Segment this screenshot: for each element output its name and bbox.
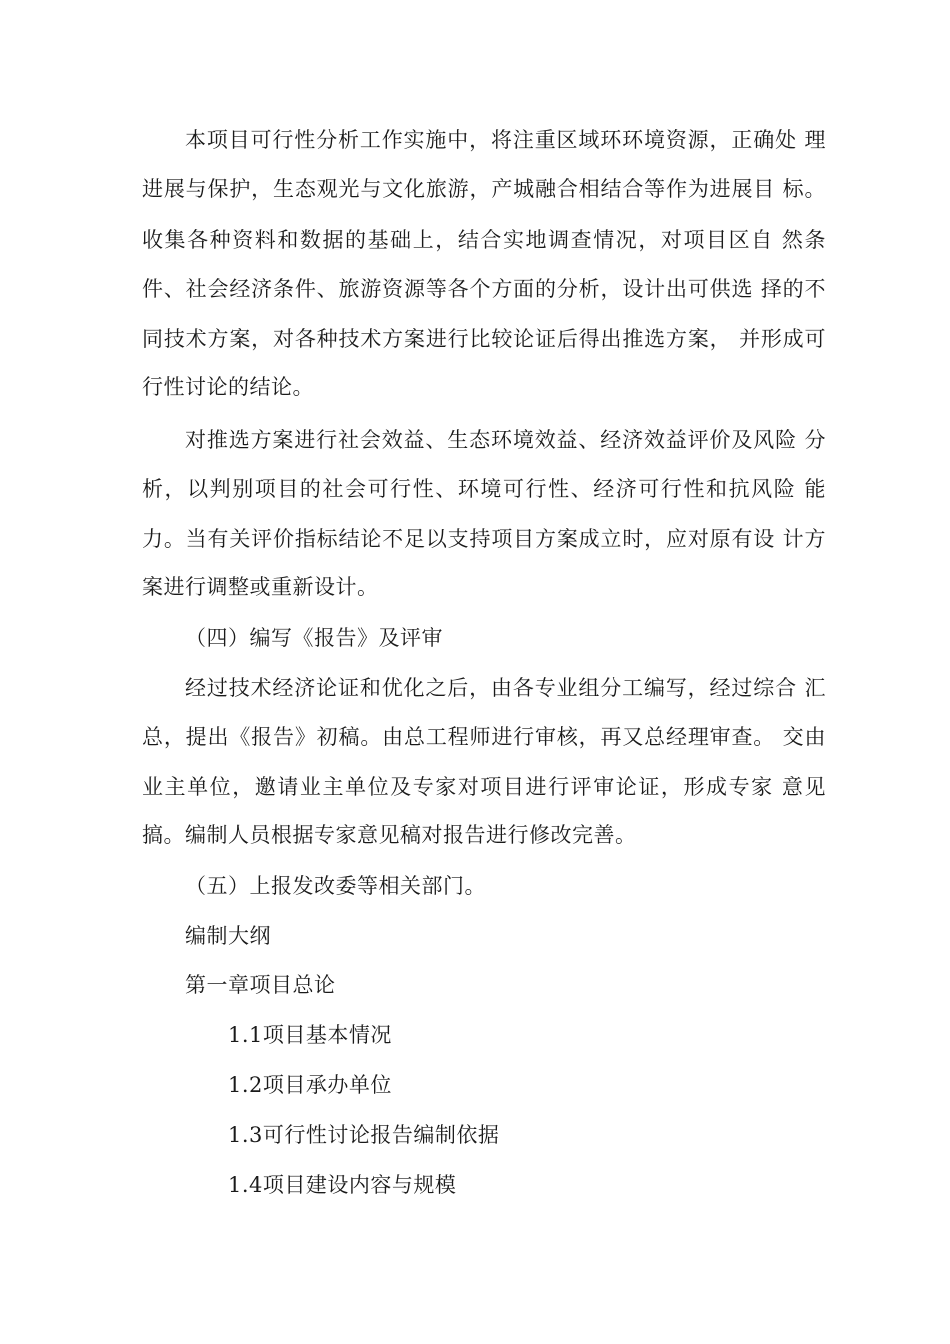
section-heading-5: （五）上报发改委等相关部门。	[185, 874, 486, 898]
paragraph-1-line-5: 同技术方案，对各种技术方案进行比较论证后得出推选方案， 并形成可	[142, 327, 826, 351]
paragraph-1-line-2: 进展与保护，生态观光与文化旅游，产城融合相结合等作为进展目 标。	[142, 177, 826, 201]
paragraph-1-line-6: 行性讨论的结论。	[142, 375, 314, 399]
paragraph-2-line-2: 析，以判别项目的社会可行性、环境可行性、经济可行性和抗风险 能	[142, 477, 826, 501]
outline-item: 1.3可行性讨论报告编制依据	[228, 1123, 500, 1147]
paragraph-3-line-4: 搞。编制人员根据专家意见稿对报告进行修改完善。	[142, 823, 637, 847]
paragraph-1-line-3: 收集各种资料和数据的基础上，结合实地调查情况，对项目区自 然条	[142, 228, 826, 252]
paragraph-2-line-4: 案进行调整或重新设计。	[142, 575, 379, 599]
paragraph-2-line-3: 力。当有关评价指标结论不足以支持项目方案成立时，应对原有设 计方	[142, 527, 826, 551]
outline-item: 1.1项目基本情况	[228, 1023, 392, 1047]
outline-title: 编制大纲	[185, 924, 271, 948]
paragraph-2-line-1: 对推选方案进行社会效益、生态环境效益、经济效益评价及风险 分	[185, 428, 826, 452]
paragraph-3-line-3: 业主单位，邀请业主单位及专家对项目进行评审论证，形成专家 意见	[142, 775, 826, 799]
outline-item: 1.4项目建设内容与规模	[228, 1173, 457, 1197]
paragraph-1-line-4: 件、社会经济条件、旅游资源等各个方面的分析，设计出可供选 择的不	[142, 277, 826, 301]
paragraph-3-line-1: 经过技术经济论证和优化之后，由各专业组分工编写，经过综合 汇	[185, 676, 826, 700]
paragraph-1-line-1: 本项目可行性分析工作实施中，将注重区域环环境资源，正确处 理	[185, 128, 826, 152]
section-heading-4: （四）编写《报告》及评审	[185, 626, 443, 650]
outline-item: 1.2项目承办单位	[228, 1073, 392, 1097]
paragraph-3-line-2: 总，提出《报告》初稿。由总工程师进行审核，再又总经理审查。 交由	[142, 725, 826, 749]
chapter-1-title: 第一章项目总论	[185, 973, 336, 997]
